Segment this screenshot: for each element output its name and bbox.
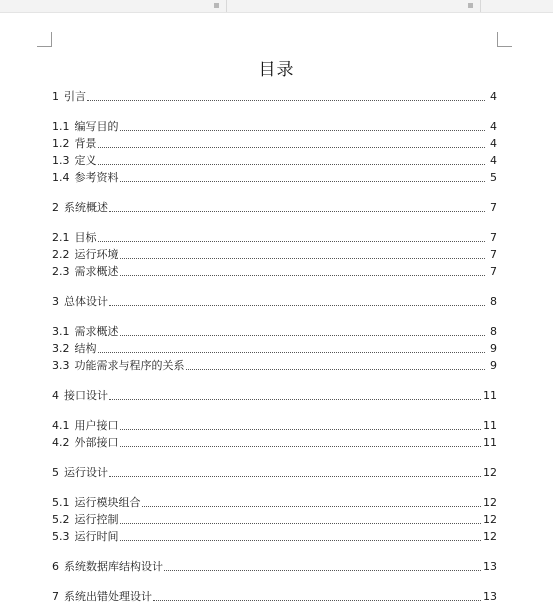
toc-entry-number: 2.1 — [52, 231, 70, 244]
toc-entry-text: 接口设计 — [64, 389, 108, 402]
toc-entry-page: 13 — [483, 560, 497, 573]
toc-entry[interactable] — [52, 199, 497, 216]
toc-entry-text: 运行环境 — [74, 248, 119, 261]
toc-leader-dots — [120, 180, 486, 182]
toc-entry-number: 1.2 — [52, 137, 70, 150]
toc-entry-page: 9 — [490, 359, 497, 372]
toc-entry-number: 7 — [52, 590, 59, 603]
toc-entry[interactable] — [52, 464, 497, 481]
crop-mark-left — [37, 32, 52, 47]
ruler-indent-marker[interactable] — [468, 3, 473, 8]
toc-leader-dots — [98, 351, 486, 353]
toc-entry-text: 需求概述 — [74, 325, 119, 338]
toc-entry-page: 13 — [483, 590, 497, 603]
toc-leader-dots — [109, 398, 481, 400]
toc-entry-page: 7 — [490, 201, 497, 214]
toc-entry-page: 7 — [490, 231, 497, 244]
toc-entry-page: 4 — [490, 137, 497, 150]
toc-entry[interactable] — [52, 511, 497, 528]
toc-entry[interactable] — [52, 434, 497, 451]
toc-entry[interactable] — [52, 118, 497, 135]
toc-entry-page: 12 — [483, 466, 497, 479]
toc-entry-number: 2.2 — [52, 248, 70, 261]
toc-entry-page: 4 — [490, 154, 497, 167]
toc-entry-page: 4 — [490, 90, 497, 103]
toc-title: 目录 — [258, 60, 295, 80]
toc-entry-page: 11 — [483, 436, 497, 449]
toc-entry[interactable] — [52, 528, 497, 545]
toc-entry-text: 引言 — [64, 90, 86, 103]
toc-entry-text: 背景 — [74, 137, 97, 150]
toc-entry-number: 3.1 — [52, 325, 70, 338]
toc-entry-page: 8 — [490, 325, 497, 338]
toc-leader-dots — [186, 368, 486, 370]
toc-entry-page: 12 — [483, 496, 497, 509]
toc-entry-text: 运行模块组合 — [74, 496, 141, 509]
toc-entry[interactable] — [52, 588, 497, 605]
toc-entry-page: 4 — [490, 120, 497, 133]
toc-entry[interactable] — [52, 558, 497, 575]
toc-entry[interactable] — [52, 293, 497, 310]
toc-entry-page: 12 — [483, 513, 497, 526]
toc-entry-text: 运行时间 — [74, 530, 119, 543]
ruler-segment — [227, 0, 481, 12]
toc-entry-number: 5 — [52, 466, 59, 479]
toc-entry-text: 功能需求与程序的关系 — [74, 359, 185, 372]
toc-entry[interactable] — [52, 229, 497, 246]
table-of-contents — [52, 88, 497, 605]
toc-entry-text: 结构 — [74, 342, 97, 355]
toc-entry[interactable] — [52, 417, 497, 434]
toc-leader-dots — [109, 210, 485, 212]
toc-entry-number: 6 — [52, 560, 59, 573]
toc-entry-page: 11 — [483, 419, 497, 432]
toc-entry-page: 7 — [490, 248, 497, 261]
ruler-segment — [0, 0, 227, 12]
toc-leader-dots — [109, 475, 481, 477]
toc-leader-dots — [120, 522, 482, 524]
toc-entry-page: 9 — [490, 342, 497, 355]
toc-entry-page: 7 — [490, 265, 497, 278]
toc-leader-dots — [120, 445, 482, 447]
toc-leader-dots — [98, 240, 486, 242]
toc-leader-dots — [98, 163, 486, 165]
toc-leader-dots — [120, 428, 482, 430]
toc-entry-text: 总体设计 — [64, 295, 108, 308]
toc-entry-page: 5 — [490, 171, 497, 184]
toc-leader-dots — [164, 569, 481, 571]
crop-mark-right — [497, 32, 512, 47]
toc-entry-text: 编写目的 — [74, 120, 119, 133]
toc-entry-text: 目标 — [74, 231, 97, 244]
toc-entry-number: 1.1 — [52, 120, 70, 133]
toc-entry-number: 4 — [52, 389, 59, 402]
toc-entry[interactable] — [52, 169, 497, 186]
toc-entry-number: 2 — [52, 201, 59, 214]
toc-entry-number: 3.2 — [52, 342, 70, 355]
toc-entry[interactable] — [52, 323, 497, 340]
toc-entry-number: 1 — [52, 90, 59, 103]
toc-entry-number: 5.2 — [52, 513, 70, 526]
toc-entry-number: 1.3 — [52, 154, 70, 167]
ruler-indent-marker[interactable] — [214, 3, 219, 8]
toc-entry-number: 2.3 — [52, 265, 70, 278]
toc-entry-page: 8 — [490, 295, 497, 308]
toc-entry[interactable] — [52, 263, 497, 280]
toc-leader-dots — [120, 274, 486, 276]
toc-leader-dots — [120, 257, 486, 259]
toc-entry-text: 系统概述 — [64, 201, 108, 214]
toc-leader-dots — [120, 334, 486, 336]
toc-leader-dots — [142, 505, 482, 507]
toc-entry-text: 用户接口 — [74, 419, 119, 432]
toc-entry-text: 参考资料 — [74, 171, 119, 184]
toc-leader-dots — [109, 304, 485, 306]
toc-entry-text: 运行控制 — [74, 513, 119, 526]
toc-leader-dots — [87, 99, 485, 101]
toc-entry-number: 4.2 — [52, 436, 70, 449]
toc-entry[interactable] — [52, 340, 497, 357]
toc-entry-number: 3 — [52, 295, 59, 308]
toc-leader-dots — [120, 539, 482, 541]
toc-entry-number: 5.1 — [52, 496, 70, 509]
toc-entry[interactable] — [52, 246, 497, 263]
toc-entry-text: 系统出错处理设计 — [64, 590, 152, 603]
toc-leader-dots — [153, 599, 481, 601]
toc-entry[interactable] — [52, 152, 497, 169]
toc-entry[interactable] — [52, 357, 497, 374]
toc-entry-text: 外部接口 — [74, 436, 119, 449]
toc-entry-page: 12 — [483, 530, 497, 543]
toc-entry-text: 运行设计 — [64, 466, 108, 479]
toc-entry-number: 1.4 — [52, 171, 70, 184]
toc-entry-text: 需求概述 — [74, 265, 119, 278]
toc-entry[interactable] — [52, 494, 497, 511]
toc-entry[interactable] — [52, 88, 497, 105]
toc-leader-dots — [120, 129, 486, 131]
toc-entry-number: 4.1 — [52, 419, 70, 432]
toc-entry[interactable] — [52, 387, 497, 404]
toc-leader-dots — [98, 146, 486, 148]
toc-entry-text: 系统数据库结构设计 — [64, 560, 163, 573]
toc-entry-number: 3.3 — [52, 359, 70, 372]
toc-entry-text: 定义 — [74, 154, 97, 167]
toc-entry-number: 5.3 — [52, 530, 70, 543]
toc-entry[interactable] — [52, 135, 497, 152]
toc-entry-page: 11 — [483, 389, 497, 402]
ruler — [0, 0, 553, 13]
